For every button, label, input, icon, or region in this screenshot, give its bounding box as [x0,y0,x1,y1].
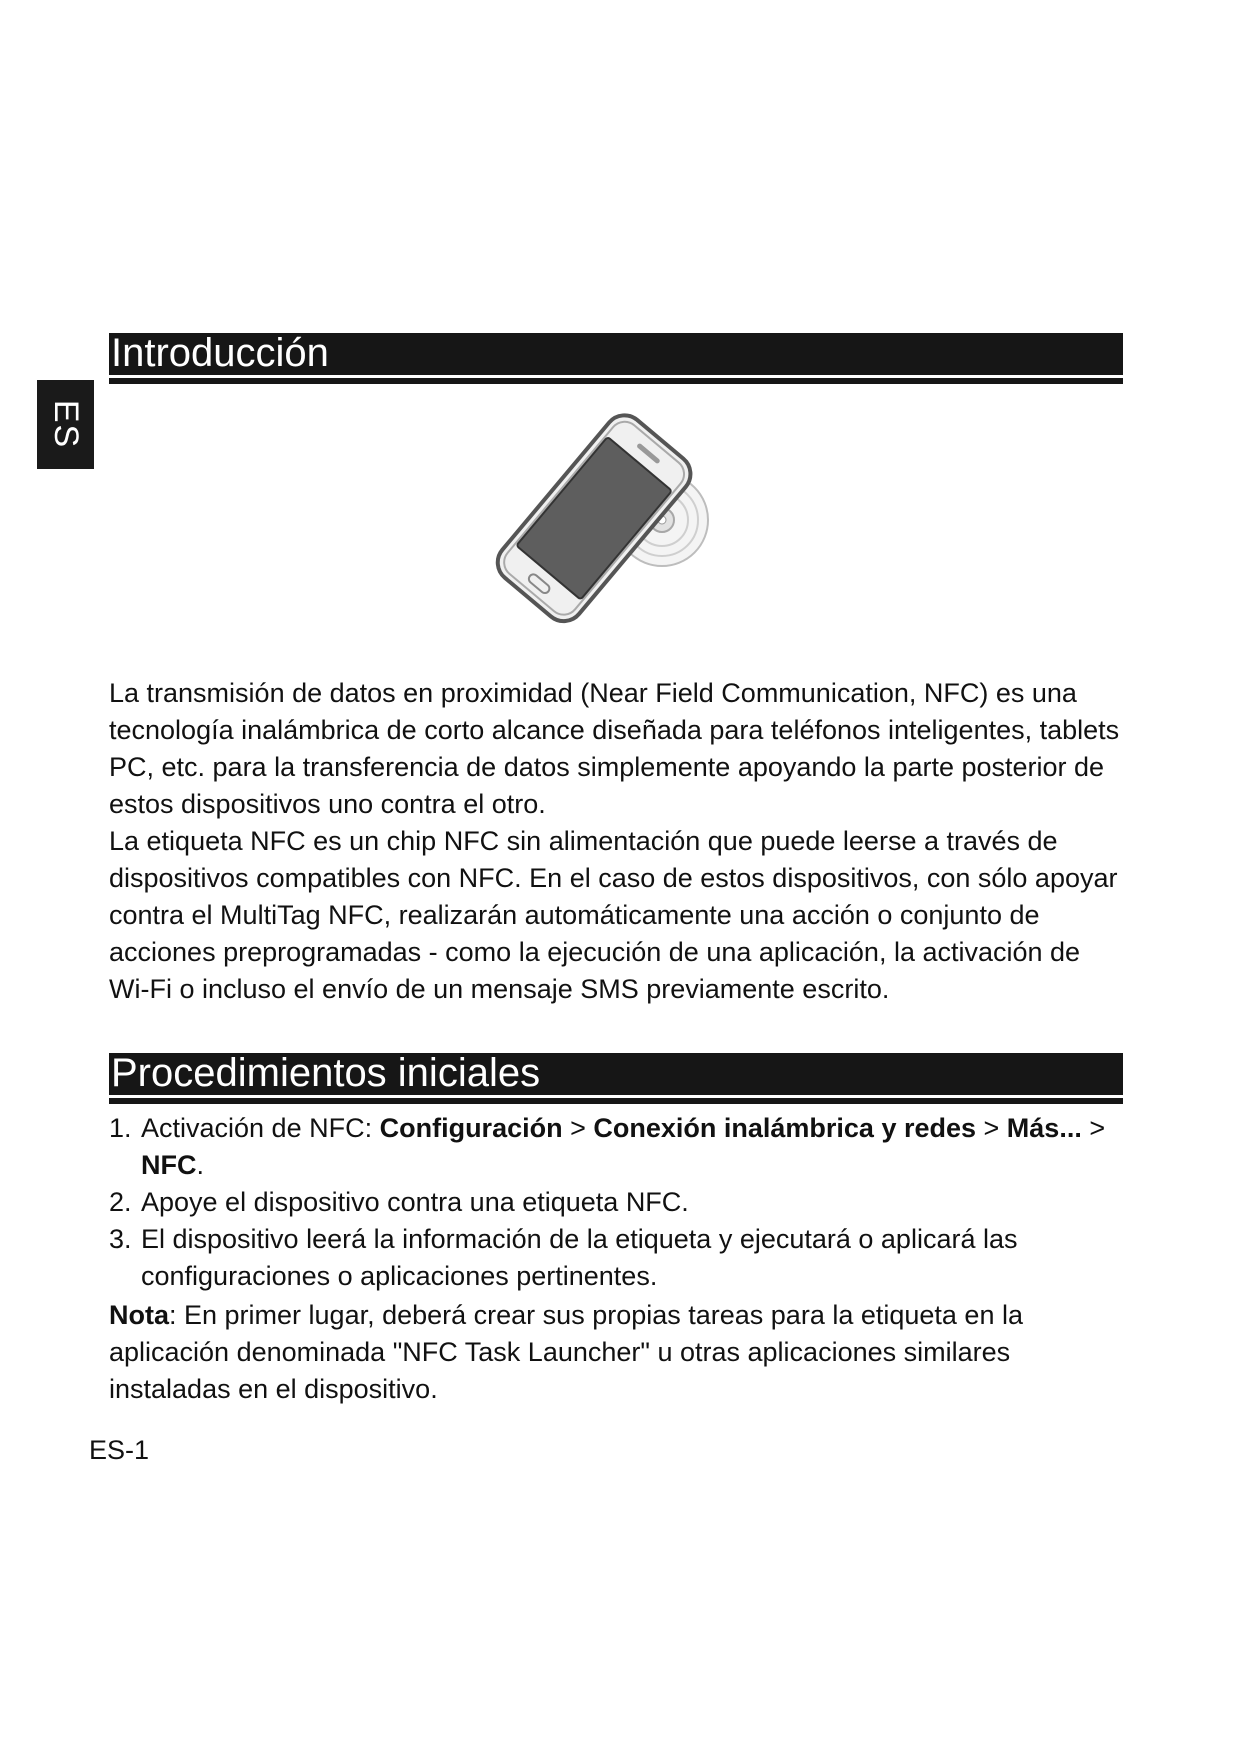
step-number: 1. [109,1113,132,1143]
step-number: 3. [109,1224,132,1254]
settings-path-item: Configuración [379,1113,563,1143]
steps-list [109,1110,1124,1295]
step-item [109,1221,1124,1295]
step-text: El dispositivo leerá la información de la etiqueta y ejecutará o aplicará las configuraciones o aplicaciones pertinentes. [141,1224,1018,1291]
settings-path-item: NFC [141,1150,197,1180]
section-title-getting-started: Procedimientos iniciales [111,1051,541,1095]
path-separator: > [562,1113,594,1143]
settings-path-item: Conexión inalámbrica y redes [593,1113,977,1143]
intro-paragraph: La etiqueta NFC es un chip NFC sin alimentación que puede leerse a través de dispositivos compatibles con NFC. En el caso de estos dispositivos, con sólo apoyar contra el MultiTag NFC, realizarán automáticamente una acción o conjunto de acciones preprogramadas - como la ejecución de una aplicación, la activación de Wi-Fi o incluso el envío de un mensaje SMS previamente escrito. [109,826,1118,1004]
section-heading-getting-started [109,1053,1123,1098]
settings-path-item: Más... [1006,1113,1082,1143]
note-paragraph [109,1297,1124,1408]
phone-nfc-illustration [490,405,730,635]
step-number: 2. [109,1187,132,1217]
section-heading-intro [109,333,1123,378]
intro-text [109,675,1124,1008]
step-item [109,1110,1124,1184]
page-number: ES-1 [89,1435,150,1465]
language-tab [37,380,94,469]
step-text: Apoye el dispositivo contra una etiqueta NFC. [141,1187,689,1217]
language-tab-label: ES [46,399,85,450]
section-title-intro: Introducción [111,331,329,375]
step-item [109,1184,1124,1221]
note-label: Nota [109,1300,169,1330]
intro-paragraph: La transmisión de datos en proximidad (Near Field Communication, NFC) es una tecnología inalámbrica de corto alcance diseñada para teléfonos inteligentes, tablets PC, etc. para la transferencia de datos simplemente apoyando la parte posterior de estos dispositivos uno contra el otro. [109,678,1120,819]
path-separator: > [976,1113,1007,1143]
path-separator: > [1081,1113,1106,1143]
step-text: Activación de NFC: [141,1113,380,1143]
note-text: : En primer lugar, deberá crear sus propias tareas para la etiqueta en la aplicación denominada "NFC Task Launcher" u otras aplicaciones similares instaladas en el dispositivo. [109,1300,1023,1404]
step-text-end: . [196,1150,205,1180]
